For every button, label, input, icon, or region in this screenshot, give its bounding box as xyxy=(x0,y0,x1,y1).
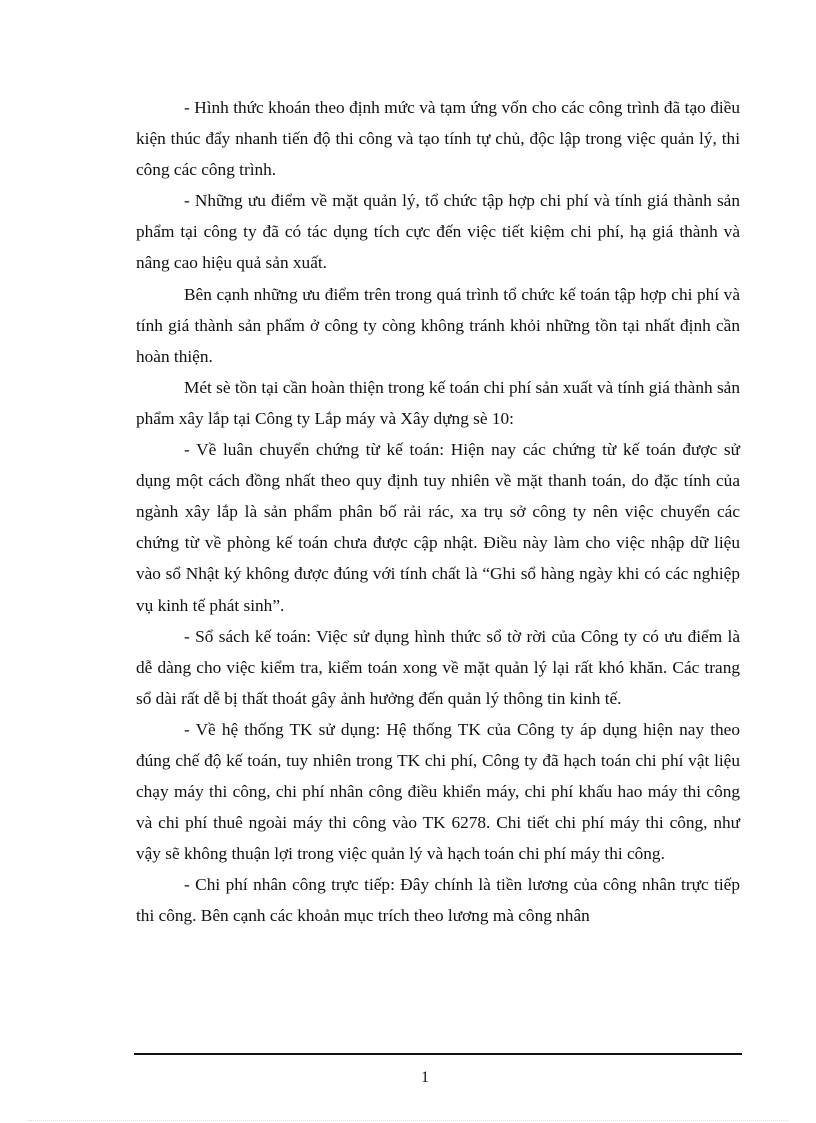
body-text xyxy=(136,92,740,932)
paragraph: Mét sè tồn tại cần hoàn thiện trong kế toán chi phí sản xuất và tính giá thành sản phẩm xây lắp tại Công ty Lắp máy và Xây dựng sè 10: xyxy=(136,377,740,428)
footer-divider xyxy=(134,1053,742,1055)
paragraph: - Về hệ thống TK sử dụng: Hệ thống TK của Công ty áp dụng hiện nay theo đúng chế độ kế toán, tuy nhiên trong TK chi phí, Công ty đã hạch toán chi phí vật liệu chạy máy thi công, chi phí nhân công điều khiển máy, chi phí khấu hao máy thi công và chi phí thuê ngoài máy thi công vào TK 6278. Chi tiết chi phí máy thi công, như vậy sẽ không thuận lợi trong việc quản lý và hạch toán chi phí máy thi công. xyxy=(136,719,740,864)
paragraph: - Chi phí nhân công trực tiếp: Đây chính là tiền lương của công nhân trực tiếp thi công. Bên cạnh các khoản mục trích theo lương mà công nhân xyxy=(136,875,740,926)
paragraph: - Hình thức khoán theo định mức và tạm ứng vốn cho các công trình đã tạo điều kiện thúc đẩy nhanh tiến độ thi công và tạo tính tự chủ, độc lập trong việc quản lý, thi công các công trình. xyxy=(136,98,740,180)
paragraph: Bên cạnh những ưu điểm trên trong quá trình tổ chức kế toán tập hợp chi phí và tính giá thành sản phẩm ở công ty còng không tránh khỏi những tồn tại nhất định cần hoàn thiện. xyxy=(136,284,740,366)
paragraph: - Những ưu điểm về mặt quản lý, tổ chức tập hợp chi phí và tính giá thành sản phẩm tại công ty đã có tác dụng tích cực đến việc tiết kiệm chi phí, hạ giá thành và nâng cao hiệu quả sản xuất. xyxy=(136,191,740,273)
page-number: 1 xyxy=(421,1069,429,1086)
paragraph: - Về luân chuyển chứng từ kế toán: Hiện nay các chứng từ kế toán được sử dụng một cách đồng nhất theo quy định tuy nhiên về mặt thanh toán, do đặc tính của ngành xây lắp là sản phẩm phân bố rải rác, xa trụ sở công ty nên việc chuyển các chứng từ về phòng kế toán chưa được cập nhật. Điều này làm cho việc nhập dữ liệu vào sổ Nhật ký không được đúng với tính chất là “Ghi sổ hàng ngày khi có các nghiệp vụ kinh tế phát sinh”. xyxy=(136,440,740,615)
paragraph: - Sổ sách kế toán: Việc sử dụng hình thức sổ tờ rời của Công ty có ưu điểm là dễ dàng cho việc kiểm tra, kiểm toán xong về mặt quản lý lại rất khó khăn. Các trang sổ dài rất dễ bị thất thoát gây ảnh hưởng đến quản lý thông tin kinh tế. xyxy=(136,626,740,708)
page-bottom-edge xyxy=(28,1120,788,1121)
